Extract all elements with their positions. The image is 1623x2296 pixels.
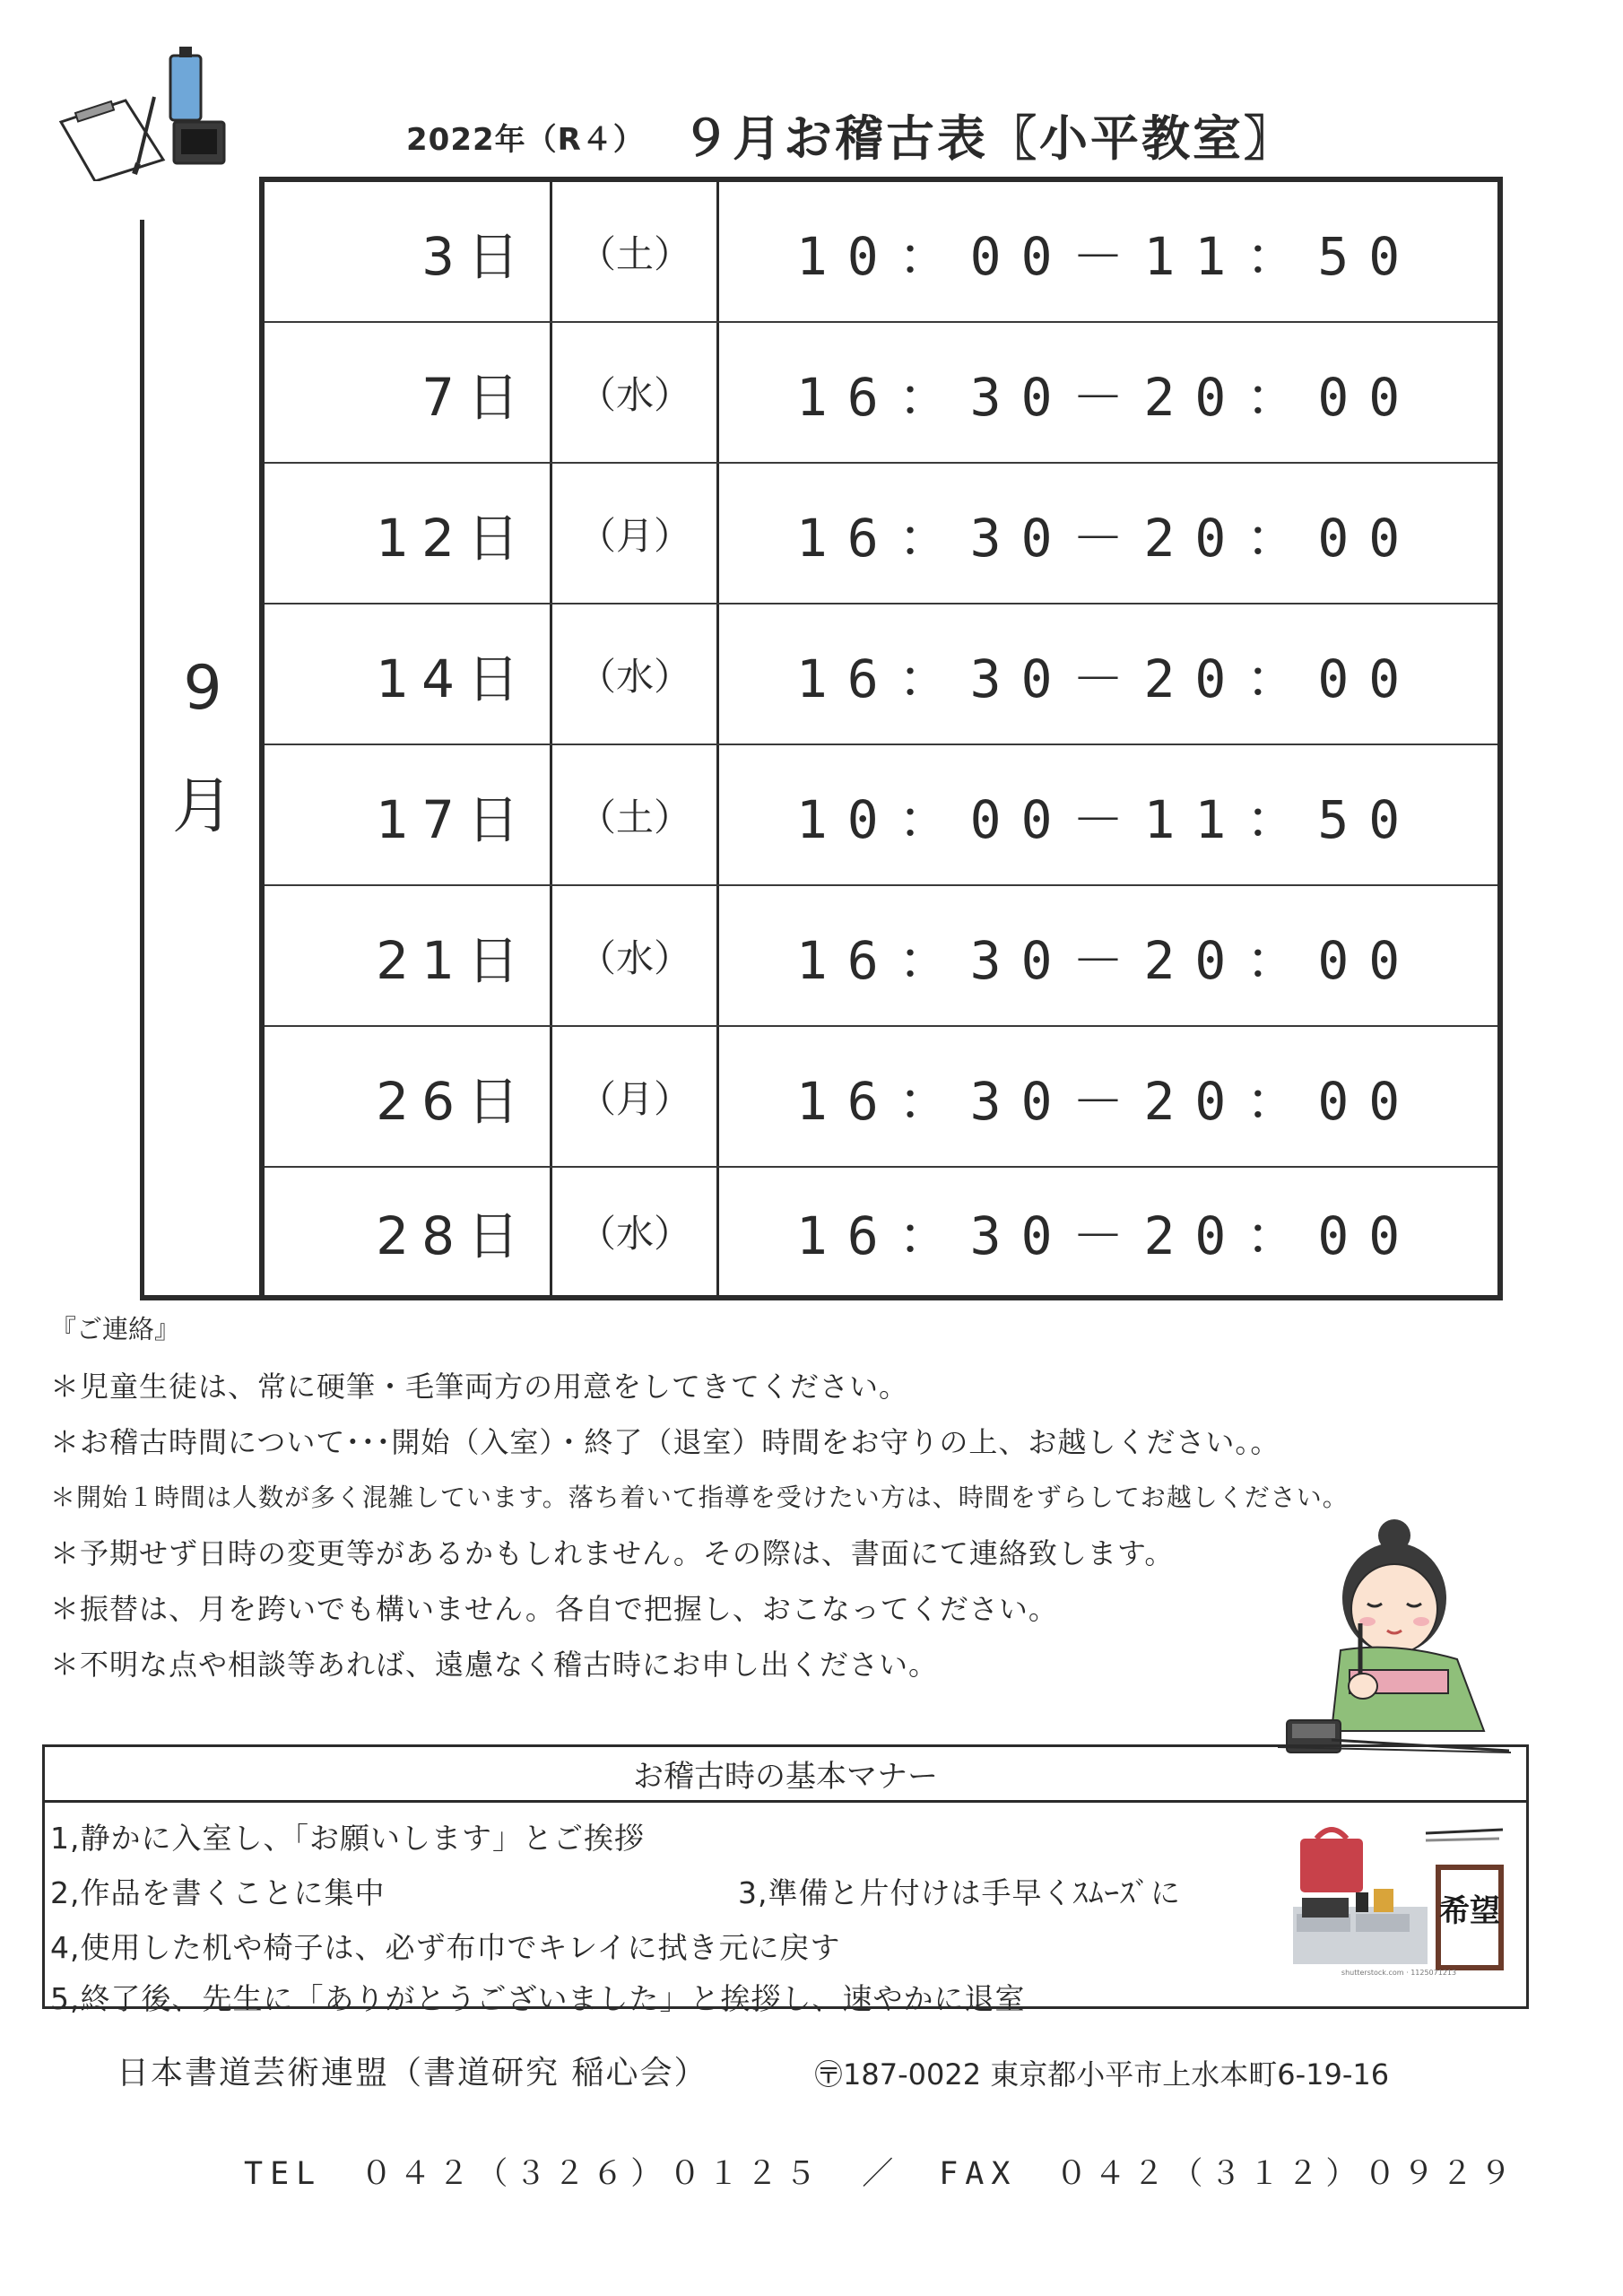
note-item: ＊お稽古時間について･･･開始（入室）・終了（退室）時間をお守りの上、お越しください。。 bbox=[50, 1425, 1280, 1459]
manners-box bbox=[42, 1744, 1529, 2016]
table-row bbox=[265, 604, 1497, 745]
manner-item-3: 3,準備と片付けは手早くｽﾑｰｽﾞに bbox=[738, 1875, 1181, 1910]
manner-item-1: 1,静かに入室し、「お願いします」とご挨拶 bbox=[50, 1821, 645, 1856]
schedule-table bbox=[140, 177, 1503, 1300]
weekday-cell: （水） bbox=[577, 935, 691, 980]
address-text: 187-0022 東京都小平市上水本町6-19-16 bbox=[843, 2057, 1390, 2092]
notes-heading: 『ご連絡』 bbox=[50, 1314, 181, 1344]
weekday-cell: （土） bbox=[577, 795, 691, 839]
date-cell: 7日 bbox=[421, 366, 532, 428]
calligraphy-set-icon bbox=[1291, 1817, 1506, 1979]
table-row bbox=[265, 1168, 1497, 1295]
table-row bbox=[265, 323, 1497, 464]
time-cell: 10：00－11：50 bbox=[795, 225, 1420, 287]
manner-item-5: 5,終了後、先生に「ありがとうございました」と挨拶し、速やかに退室 bbox=[50, 1981, 1026, 2016]
clipboard-illustration bbox=[56, 47, 226, 181]
date-cell: 21日 bbox=[376, 929, 532, 991]
month-char: 月 bbox=[171, 771, 233, 842]
note-item: ＊開始１時間は人数が多く混雑しています。落ち着いて指導を受けたい方は、時間をずらしてお越しください。 bbox=[50, 1483, 1349, 1512]
month-column-bottom-border bbox=[140, 1295, 265, 1300]
month-column-border bbox=[140, 220, 144, 1300]
weekday-cell: （水） bbox=[577, 654, 691, 699]
month-digit: 9 bbox=[183, 653, 222, 724]
artwork-text: 希望 bbox=[1439, 1893, 1500, 1929]
weekday-cell: （月） bbox=[577, 513, 691, 558]
month-label bbox=[167, 630, 239, 866]
date-cell: 3日 bbox=[421, 225, 532, 287]
time-cell: 16：30－20：00 bbox=[795, 507, 1420, 569]
table-row bbox=[265, 745, 1497, 886]
manner-item-4: 4,使用した机や椅子は、必ず布巾でキレイに拭き元に戻す bbox=[50, 1930, 841, 1965]
page-title: ９月お稽古表〖小平教室〗 bbox=[681, 110, 1295, 167]
note-item: ＊予期せず日時の変更等があるかもしれません。その際は、書面にて連絡致します。 bbox=[50, 1536, 1175, 1570]
time-cell: 10：00－11：50 bbox=[795, 788, 1420, 850]
weekday-cell: （水） bbox=[577, 1212, 691, 1256]
date-cell: 12日 bbox=[376, 507, 532, 569]
table-row bbox=[265, 182, 1497, 323]
time-cell: 16：30－20：00 bbox=[795, 929, 1420, 991]
manner-item-2: 2,作品を書くことに集中 bbox=[50, 1875, 386, 1910]
weekday-cell: （月） bbox=[577, 1076, 691, 1121]
note-item: ＊振替は、月を跨いでも構いません。各自で把握し、おこなってください。 bbox=[50, 1592, 1058, 1626]
time-cell: 16：30－20：00 bbox=[795, 1070, 1420, 1132]
schedule-year: 2022年（R４） bbox=[406, 122, 645, 158]
contact-numbers: TEL ０４２（３２６）０１２５ ／ FAX ０４２（３１２）０９２９ bbox=[244, 2156, 1519, 2192]
note-item: ＊児童生徒は、常に硬筆・毛筆両方の用意をしてきてください。 bbox=[50, 1370, 909, 1404]
weekday-cell: （土） bbox=[577, 231, 691, 276]
postal-mark-icon: 〶 bbox=[814, 2057, 844, 2092]
time-cell: 16：30－20：00 bbox=[795, 648, 1420, 709]
calligraphy-girl-illustration bbox=[1278, 1516, 1511, 1758]
weekday-cell: （水） bbox=[577, 372, 691, 417]
manners-heading: お稽古時の基本マナー bbox=[45, 1747, 1526, 1803]
date-cell: 14日 bbox=[376, 648, 532, 709]
table-row bbox=[265, 1027, 1497, 1168]
date-cell: 17日 bbox=[376, 788, 532, 850]
address bbox=[814, 2052, 1389, 2093]
table-row bbox=[265, 886, 1497, 1027]
calligraphy-set-photo bbox=[1291, 1817, 1506, 1979]
table-row bbox=[265, 464, 1497, 604]
date-cell: 26日 bbox=[376, 1070, 532, 1132]
calligraphy-tools-icon bbox=[56, 47, 226, 181]
organization-name: 日本書道芸術連盟（書道研究 稲心会） bbox=[117, 2055, 708, 2092]
girl-writing-icon bbox=[1278, 1516, 1511, 1758]
date-cell: 28日 bbox=[376, 1205, 532, 1266]
time-cell: 16：30－20：00 bbox=[795, 366, 1420, 428]
note-item: ＊不明な点や相談等あれば、遠慮なく稽古時にお申し出ください。 bbox=[50, 1648, 939, 1682]
time-cell: 16：30－20：00 bbox=[795, 1205, 1420, 1266]
stock-credit: shutterstock.com · 1125071213 bbox=[1341, 1969, 1457, 1977]
